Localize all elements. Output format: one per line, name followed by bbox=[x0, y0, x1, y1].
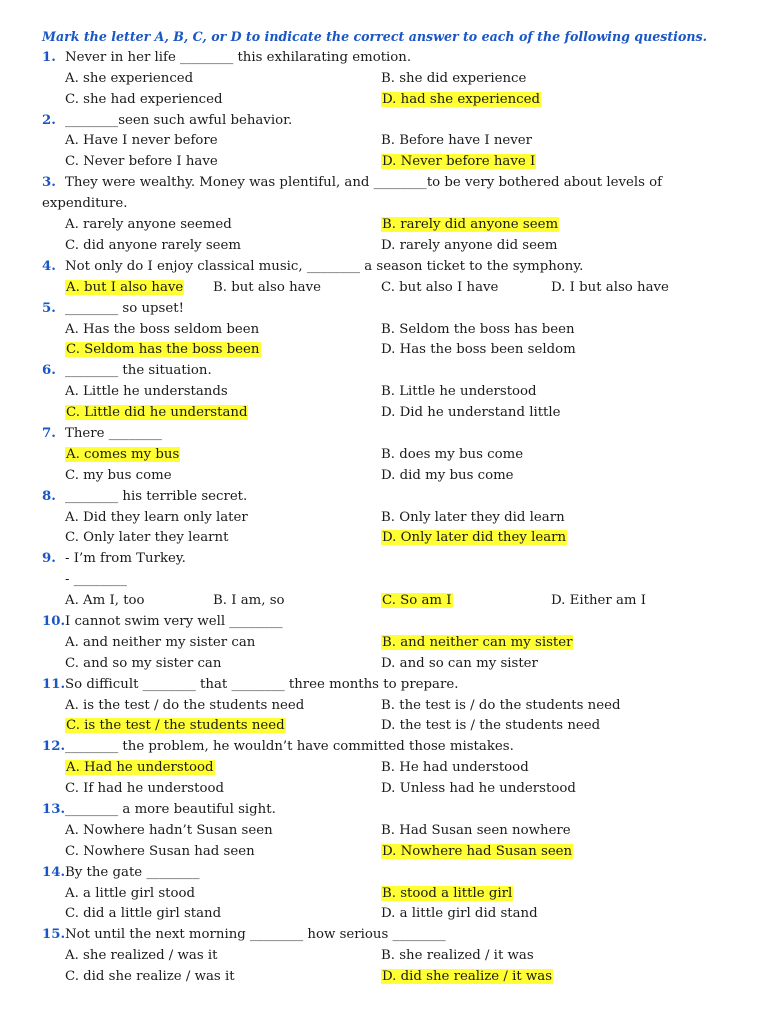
option-text: D. rarely anyone did seem bbox=[381, 237, 558, 253]
question-number: 4. bbox=[42, 258, 56, 274]
option-text: D. I but also have bbox=[551, 279, 669, 295]
highlighted-answer: A. Had he understood bbox=[66, 760, 214, 776]
question-text: ________ his terrible secret. bbox=[65, 488, 248, 504]
answer-option bbox=[381, 69, 526, 90]
question-stem bbox=[42, 257, 732, 278]
answer-option bbox=[65, 152, 218, 173]
answer-option bbox=[65, 131, 218, 152]
answer-option bbox=[381, 654, 538, 675]
option-text: B. does my bus come bbox=[381, 446, 524, 462]
question-stem bbox=[42, 549, 732, 570]
answer-option bbox=[381, 382, 537, 403]
answer-option bbox=[65, 90, 223, 111]
option-text: A. she realized / was it bbox=[65, 948, 218, 964]
question-1 bbox=[42, 48, 732, 111]
question-text: I cannot swim very well ________ bbox=[65, 613, 283, 629]
question-stem bbox=[42, 111, 732, 132]
question-13 bbox=[42, 800, 732, 863]
answer-option bbox=[381, 466, 514, 487]
options-row bbox=[42, 403, 732, 424]
question-7 bbox=[42, 424, 732, 487]
options-row bbox=[42, 716, 732, 737]
options-row bbox=[42, 591, 732, 612]
options-row bbox=[42, 508, 732, 529]
answer-option bbox=[381, 508, 565, 529]
answer-option bbox=[381, 445, 523, 466]
answer-option bbox=[381, 278, 498, 299]
answer-option bbox=[65, 904, 221, 925]
answer-option bbox=[65, 716, 286, 737]
answer-option bbox=[551, 278, 669, 299]
option-text: B. the test is / do the students need bbox=[381, 697, 621, 713]
answer-option bbox=[65, 69, 193, 90]
options-row bbox=[42, 320, 732, 341]
options-row bbox=[42, 278, 732, 299]
option-text: B. Only later they did learn bbox=[381, 509, 565, 525]
option-text: D. did my bus come bbox=[381, 467, 514, 483]
option-text: D. Either am I bbox=[551, 593, 646, 609]
option-text: C. Only later they learnt bbox=[65, 530, 229, 546]
option-text: D. the test is / the students need bbox=[381, 718, 601, 734]
question-stem bbox=[42, 299, 732, 320]
highlighted-answer: C. So am I bbox=[382, 593, 452, 609]
options-row bbox=[42, 382, 732, 403]
answer-option bbox=[381, 946, 534, 967]
answer-option bbox=[381, 758, 529, 779]
answer-option bbox=[65, 821, 273, 842]
answer-option bbox=[381, 215, 559, 236]
option-text: D. Has the boss been seldom bbox=[381, 342, 576, 358]
question-list bbox=[42, 48, 732, 988]
question-8 bbox=[42, 487, 732, 550]
option-text: C. and so my sister can bbox=[65, 655, 222, 671]
question-text: There ________ bbox=[65, 425, 162, 441]
answer-option bbox=[381, 633, 573, 654]
dialogue-reply-blank: - ________ bbox=[65, 572, 127, 588]
option-text: A. Am I, too bbox=[65, 593, 145, 609]
highlighted-answer: C. Seldom has the boss been bbox=[66, 342, 260, 358]
question-15 bbox=[42, 925, 732, 988]
option-text: A. rarely anyone seemed bbox=[65, 217, 232, 233]
options-row bbox=[42, 69, 732, 90]
options-row bbox=[42, 758, 732, 779]
option-text: C. my bus come bbox=[65, 467, 172, 483]
answer-option bbox=[65, 654, 221, 675]
answer-option bbox=[213, 591, 285, 612]
answer-option bbox=[65, 236, 241, 257]
answer-option bbox=[381, 131, 532, 152]
answer-option bbox=[381, 403, 561, 424]
question-3 bbox=[42, 173, 732, 257]
question-stem bbox=[42, 48, 732, 69]
answer-option bbox=[381, 528, 567, 549]
question-stem bbox=[42, 361, 732, 382]
question-text: Never in her life ________ this exhilarating emotion. bbox=[65, 49, 412, 65]
question-4 bbox=[42, 257, 732, 299]
question-number: 13. bbox=[42, 801, 66, 817]
answer-option bbox=[65, 278, 184, 299]
options-row bbox=[42, 90, 732, 111]
option-text: C. but also I have bbox=[381, 279, 499, 295]
option-text: C. did anyone rarely seem bbox=[65, 237, 241, 253]
answer-option bbox=[65, 758, 215, 779]
options-row bbox=[42, 340, 732, 361]
options-row bbox=[42, 842, 732, 863]
highlighted-answer: C. is the test / the students need bbox=[66, 718, 285, 734]
answer-option bbox=[381, 779, 576, 800]
question-number: 7. bbox=[42, 425, 56, 441]
option-text: D. Unless had he understood bbox=[381, 781, 576, 797]
question-text: ________ the situation. bbox=[65, 363, 212, 379]
question-text: ________seen such awful behavior. bbox=[65, 112, 293, 128]
answer-option bbox=[381, 696, 620, 717]
option-text: A. Little he understands bbox=[65, 384, 228, 400]
question-text: ________ so upset! bbox=[65, 300, 184, 316]
option-text: B. she did experience bbox=[381, 70, 527, 86]
question-number: 5. bbox=[42, 300, 56, 316]
answer-option bbox=[65, 696, 304, 717]
highlighted-answer: D. Nowhere had Susan seen bbox=[382, 843, 573, 859]
option-text: B. she realized / it was bbox=[381, 948, 534, 964]
question-number: 11. bbox=[42, 676, 66, 692]
question-stem bbox=[42, 424, 732, 445]
answer-option bbox=[65, 466, 172, 487]
question-number: 14. bbox=[42, 864, 66, 880]
option-text: A. she experienced bbox=[65, 70, 194, 86]
answer-option bbox=[381, 884, 513, 905]
options-row bbox=[42, 967, 732, 988]
question-text: ________ a more beautiful sight. bbox=[65, 801, 276, 817]
option-text: C. Nowhere Susan had seen bbox=[65, 843, 255, 859]
answer-option bbox=[381, 591, 453, 612]
options-row bbox=[42, 215, 732, 236]
options-row bbox=[42, 131, 732, 152]
answer-option bbox=[551, 591, 646, 612]
options-row bbox=[42, 696, 732, 717]
option-text: B. Before have I never bbox=[381, 133, 532, 149]
option-text: D. Did he understand little bbox=[381, 405, 561, 421]
option-text: C. did a little girl stand bbox=[65, 906, 222, 922]
option-text: B. but also have bbox=[213, 279, 321, 295]
answer-option bbox=[65, 591, 145, 612]
question-14 bbox=[42, 863, 732, 926]
options-row bbox=[42, 884, 732, 905]
question-12 bbox=[42, 737, 732, 800]
question-11 bbox=[42, 675, 732, 738]
question-number: 12. bbox=[42, 739, 66, 755]
option-text: B. Little he understood bbox=[381, 384, 537, 400]
options-row bbox=[42, 236, 732, 257]
options-row bbox=[42, 779, 732, 800]
question-text: So difficult ________ that ________ three months to prepare. bbox=[65, 676, 459, 692]
question-number: 8. bbox=[42, 488, 56, 504]
answer-option bbox=[381, 90, 541, 111]
highlighted-answer: C. Little did he understand bbox=[66, 405, 248, 421]
question-text: ________ the problem, he wouldn’t have committed those mistakes. bbox=[65, 739, 514, 755]
question-2 bbox=[42, 111, 732, 174]
question-6 bbox=[42, 361, 732, 424]
question-stem bbox=[42, 737, 732, 758]
answer-option bbox=[65, 382, 228, 403]
highlighted-answer: B. stood a little girl bbox=[382, 885, 513, 901]
question-text: Not until the next morning ________ how serious ________ bbox=[65, 927, 446, 943]
question-stem bbox=[42, 863, 732, 884]
option-text: A. Has the boss seldom been bbox=[65, 321, 260, 337]
question-stem bbox=[42, 925, 732, 946]
answer-option bbox=[213, 278, 321, 299]
option-text: A. and neither my sister can bbox=[65, 634, 256, 650]
answer-option bbox=[381, 821, 571, 842]
highlighted-answer: D. Never before have I bbox=[382, 154, 536, 170]
answer-option bbox=[65, 967, 235, 988]
options-row bbox=[42, 654, 732, 675]
option-text: C. did she realize / was it bbox=[65, 969, 235, 985]
option-text: C. If had he understood bbox=[65, 781, 224, 797]
highlighted-answer: D. Only later did they learn bbox=[382, 530, 567, 546]
question-text: By the gate ________ bbox=[65, 864, 200, 880]
answer-option bbox=[381, 904, 538, 925]
question-stem bbox=[42, 800, 732, 821]
question-number: 6. bbox=[42, 363, 56, 379]
highlighted-answer: A. but I also have bbox=[66, 279, 184, 295]
question-number: 3. bbox=[42, 175, 56, 191]
option-text: B. He had understood bbox=[381, 760, 529, 776]
highlighted-answer: B. rarely did anyone seem bbox=[382, 217, 559, 233]
answer-option bbox=[65, 884, 195, 905]
answer-option bbox=[65, 445, 180, 466]
answer-option bbox=[65, 633, 255, 654]
options-row bbox=[42, 821, 732, 842]
options-row bbox=[42, 946, 732, 967]
option-text: C. Never before I have bbox=[65, 154, 218, 170]
answer-option bbox=[381, 152, 536, 173]
answer-option bbox=[381, 967, 553, 988]
question-stem bbox=[42, 487, 732, 508]
highlighted-answer: D. did she realize / it was bbox=[382, 969, 553, 985]
answer-option bbox=[65, 528, 228, 549]
answer-option bbox=[381, 340, 576, 361]
question-10 bbox=[42, 612, 732, 675]
option-text: A. Nowhere hadn’t Susan seen bbox=[65, 822, 273, 838]
worksheet bbox=[42, 27, 732, 988]
answer-option bbox=[381, 842, 573, 863]
option-text: D. and so can my sister bbox=[381, 655, 538, 671]
options-row bbox=[42, 445, 732, 466]
options-row bbox=[42, 466, 732, 487]
question-9 bbox=[42, 549, 732, 612]
options-row bbox=[42, 152, 732, 173]
answer-option bbox=[381, 716, 600, 737]
answer-option bbox=[381, 236, 557, 257]
question-5 bbox=[42, 299, 732, 362]
option-text: A. Did they learn only later bbox=[65, 509, 248, 525]
options-row bbox=[42, 528, 732, 549]
question-text: - I’m from Turkey. bbox=[65, 551, 186, 567]
highlighted-answer: D. had she experienced bbox=[382, 91, 540, 107]
options-row bbox=[42, 904, 732, 925]
option-text: C. she had experienced bbox=[65, 91, 223, 107]
option-text: D. a little girl did stand bbox=[381, 906, 538, 922]
option-text: B. I am, so bbox=[213, 593, 285, 609]
option-text: B. Seldom the boss has been bbox=[381, 321, 575, 337]
option-text: A. a little girl stood bbox=[65, 885, 196, 901]
option-text: A. Have I never before bbox=[65, 133, 218, 149]
answer-option bbox=[65, 215, 232, 236]
option-text: B. Had Susan seen nowhere bbox=[381, 822, 571, 838]
question-number: 1. bbox=[42, 49, 56, 65]
question-stem bbox=[42, 612, 732, 633]
question-number: 9. bbox=[42, 551, 56, 567]
options-row bbox=[42, 633, 732, 654]
option-text: A. is the test / do the students need bbox=[65, 697, 305, 713]
question-stem bbox=[42, 173, 732, 215]
answer-option bbox=[65, 340, 261, 361]
question-text: Not only do I enjoy classical music, ________ a season ticket to the symphony. bbox=[65, 258, 584, 274]
question-stem bbox=[42, 675, 732, 696]
highlighted-answer: A. comes my bus bbox=[66, 446, 180, 462]
question-text: They were wealthy. Money was plentiful, and ________to be very bothered about levels of expenditure. bbox=[42, 175, 663, 212]
answer-option bbox=[65, 320, 259, 341]
question-number: 15. bbox=[42, 927, 66, 943]
answer-option bbox=[65, 779, 224, 800]
question-number: 10. bbox=[42, 613, 66, 629]
highlighted-answer: B. and neither can my sister bbox=[382, 634, 573, 650]
instruction: Mark the letter A, B, C, or D to indicate the correct answer to each of the following questions. bbox=[42, 29, 707, 44]
answer-option bbox=[381, 320, 575, 341]
question-number: 2. bbox=[42, 112, 56, 128]
answer-option bbox=[65, 842, 255, 863]
answer-option bbox=[65, 403, 248, 424]
answer-option bbox=[65, 946, 217, 967]
answer-option bbox=[65, 508, 248, 529]
